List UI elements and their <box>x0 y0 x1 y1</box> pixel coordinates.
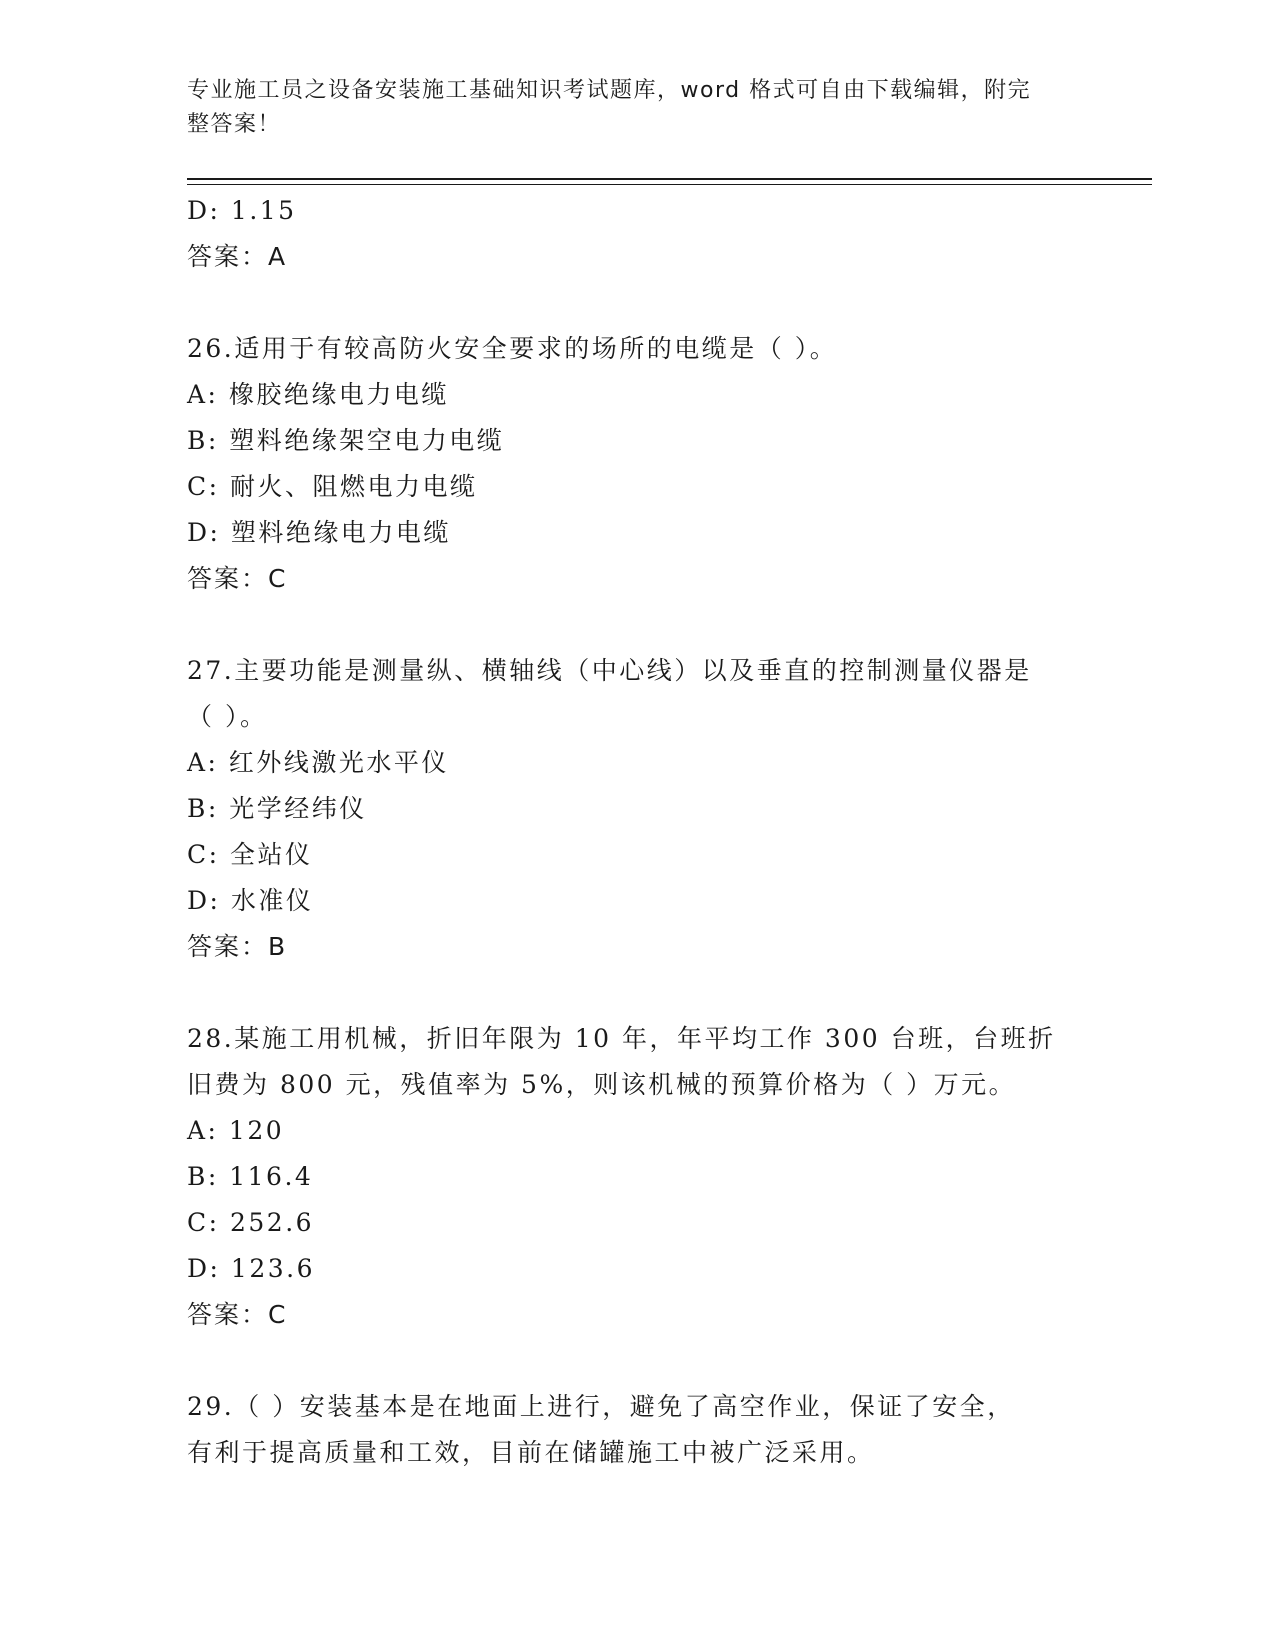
option-d: D: 塑料绝缘电力电缆 <box>187 518 451 547</box>
header-divider-thick <box>187 178 1152 180</box>
option-b: B: 光学经纬仪 <box>187 794 367 823</box>
spacer <box>187 1338 1087 1384</box>
document-header <box>187 74 1067 142</box>
question-list <box>187 188 1087 1476</box>
option-b: B: 塑料绝缘架空电力电缆 <box>187 426 505 455</box>
spacer <box>187 280 1087 326</box>
answer-line: 答案：C <box>187 564 288 593</box>
option-a: A: 红外线激光水平仪 <box>187 748 449 777</box>
option-d: D: 1.15 <box>187 196 297 225</box>
option-c: C: 252.6 <box>187 1208 315 1237</box>
option-d: D: 水准仪 <box>187 886 314 915</box>
question-stem-line-1: 29.（ ）安装基本是在地面上进行，避免了高空作业，保证了安全， <box>187 1392 1015 1421</box>
answer-line: 答案：C <box>187 1300 288 1329</box>
option-a: A: 橡胶绝缘电力电缆 <box>187 380 449 409</box>
answer-line: 答案：A <box>187 242 288 271</box>
question-stem-line-1: 27.主要功能是测量纵、横轴线（中心线）以及垂直的控制测量仪器是 <box>187 656 1032 685</box>
question-28 <box>187 1016 1087 1338</box>
question-stem-line-2: （ ）。 <box>187 702 268 731</box>
option-a: A: 120 <box>187 1116 285 1145</box>
question-27 <box>187 648 1087 970</box>
option-c: C: 耐火、阻燃电力电缆 <box>187 472 478 501</box>
header-line-2: 整答案！ <box>187 112 282 137</box>
question-26 <box>187 326 1087 602</box>
option-b: B: 116.4 <box>187 1162 314 1191</box>
question-29 <box>187 1384 1087 1476</box>
spacer <box>187 970 1087 1016</box>
answer-line: 答案：B <box>187 932 288 961</box>
header-divider-thin <box>187 184 1152 185</box>
question-stem: 26.适用于有较高防火安全要求的场所的电缆是（ ）。 <box>187 334 838 363</box>
option-c: C: 全站仪 <box>187 840 313 869</box>
question-stem-line-2: 有利于提高质量和工效，目前在储罐施工中被广泛采用。 <box>187 1438 875 1467</box>
spacer <box>187 602 1087 648</box>
question-stem-line-2: 旧费为 800 元，残值率为 5%，则该机械的预算价格为（ ）万元。 <box>187 1070 1017 1099</box>
question-stem-line-1: 28.某施工用机械，折旧年限为 10 年，年平均工作 300 台班，台班折 <box>187 1024 1056 1053</box>
header-line-1: 专业施工员之设备安装施工基础知识考试题库，word 格式可自由下载编辑，附完 <box>187 78 1032 103</box>
option-d: D: 123.6 <box>187 1254 315 1283</box>
